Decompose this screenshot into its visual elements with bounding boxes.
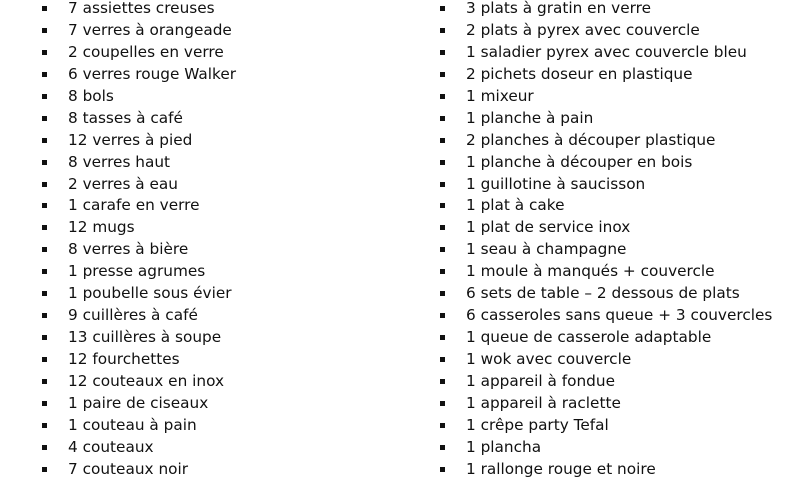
- list-item-label: 3 plats à gratin en verre: [466, 0, 651, 17]
- square-bullet-icon: [440, 203, 445, 208]
- square-bullet-icon: [440, 445, 445, 450]
- list-item: [436, 0, 800, 20]
- list-item-label: 1 plancha: [466, 437, 542, 456]
- square-bullet-icon: [440, 225, 445, 230]
- inventory-list-left: [38, 0, 398, 481]
- square-bullet-icon: [42, 335, 47, 340]
- list-item: [436, 327, 800, 349]
- square-bullet-icon: [440, 291, 445, 296]
- list-item: [436, 349, 800, 371]
- list-item: [38, 327, 398, 349]
- square-bullet-icon: [440, 247, 445, 252]
- list-item: [436, 174, 800, 196]
- square-bullet-icon: [42, 357, 47, 362]
- list-item: [38, 437, 398, 459]
- list-item: [38, 195, 398, 217]
- list-item: [38, 42, 398, 64]
- list-item-label: 1 queue de casserole adaptable: [466, 328, 712, 347]
- list-item-label: 1 appareil à fondue: [466, 371, 615, 390]
- list-item-label: 12 mugs: [68, 218, 135, 237]
- square-bullet-icon: [42, 445, 47, 450]
- list-item: [38, 0, 398, 20]
- square-bullet-icon: [42, 28, 47, 33]
- list-item-label: 1 moule à manqués + couvercle: [466, 262, 715, 281]
- list-item-label: 12 verres à pied: [68, 130, 193, 149]
- square-bullet-icon: [42, 50, 47, 55]
- list-item-label: 1 mixeur: [466, 86, 534, 105]
- square-bullet-icon: [42, 6, 47, 11]
- list-item-label: 13 cuillères à soupe: [68, 328, 222, 347]
- square-bullet-icon: [440, 335, 445, 340]
- list-item-label: 9 cuillères à café: [68, 306, 198, 325]
- list-item: [436, 239, 800, 261]
- square-bullet-icon: [42, 72, 47, 77]
- list-item-label: 1 carafe en verre: [68, 196, 200, 215]
- list-item: [436, 305, 800, 327]
- list-item-label: 1 poubelle sous évier: [68, 284, 232, 303]
- square-bullet-icon: [42, 247, 47, 252]
- square-bullet-icon: [42, 160, 47, 165]
- list-item-label: 2 planches à découper plastique: [466, 130, 716, 149]
- list-item-label: 1 plat à cake: [466, 196, 565, 215]
- list-item-label: 1 appareil à raclette: [466, 393, 621, 412]
- list-item: [38, 371, 398, 393]
- list-item-label: 8 verres haut: [68, 152, 171, 171]
- square-bullet-icon: [42, 182, 47, 187]
- list-item: [436, 393, 800, 415]
- square-bullet-icon: [42, 313, 47, 318]
- square-bullet-icon: [42, 401, 47, 406]
- list-item: [436, 437, 800, 459]
- list-item: [436, 130, 800, 152]
- list-item: [38, 305, 398, 327]
- list-item-label: 2 pichets doseur en plastique: [466, 64, 693, 83]
- list-item-label: 1 saladier pyrex avec couvercle bleu: [466, 42, 747, 61]
- square-bullet-icon: [42, 225, 47, 230]
- list-item: [436, 152, 800, 174]
- list-item: [38, 393, 398, 415]
- list-item-label: 1 seau à champagne: [466, 240, 627, 259]
- list-item-label: 1 presse agrumes: [68, 262, 206, 281]
- list-item-label: 6 sets de table – 2 dessous de plats: [466, 284, 740, 303]
- list-item-label: 1 planche à pain: [466, 108, 594, 127]
- list-item-label: 1 rallonge rouge et noire: [466, 459, 656, 478]
- list-item: [38, 415, 398, 437]
- list-item: [436, 217, 800, 239]
- list-item: [436, 261, 800, 283]
- list-item: [38, 459, 398, 481]
- list-item-label: 7 verres à orangeade: [68, 20, 232, 39]
- list-item: [436, 64, 800, 86]
- list-item: [436, 371, 800, 393]
- square-bullet-icon: [42, 116, 47, 121]
- list-item-label: 12 couteaux en inox: [68, 371, 225, 390]
- square-bullet-icon: [440, 401, 445, 406]
- list-item: [436, 195, 800, 217]
- list-item: [436, 86, 800, 108]
- list-item-label: 12 fourchettes: [68, 350, 180, 368]
- list-item-label: 4 couteaux: [68, 437, 154, 456]
- square-bullet-icon: [42, 291, 47, 296]
- list-item: [436, 283, 800, 305]
- square-bullet-icon: [440, 94, 445, 99]
- list-item: [436, 20, 800, 42]
- square-bullet-icon: [440, 269, 445, 274]
- square-bullet-icon: [440, 379, 445, 384]
- list-item-label: 1 planche à découper en bois: [466, 152, 693, 171]
- list-item: [38, 217, 398, 239]
- list-item: [436, 42, 800, 64]
- square-bullet-icon: [440, 28, 445, 33]
- list-item-label: 2 verres à eau: [68, 174, 178, 193]
- list-item: [38, 239, 398, 261]
- list-item: [436, 415, 800, 437]
- list-item: [38, 86, 398, 108]
- square-bullet-icon: [42, 203, 47, 208]
- square-bullet-icon: [42, 138, 47, 143]
- list-item-label: 8 bols: [68, 86, 114, 105]
- square-bullet-icon: [440, 6, 445, 11]
- square-bullet-icon: [440, 50, 445, 55]
- list-item-label: 6 casseroles sans queue + 3 couvercles: [466, 306, 773, 325]
- square-bullet-icon: [440, 467, 445, 472]
- list-item-label: 6 verres rouge Walker: [68, 64, 237, 83]
- list-item: [38, 283, 398, 305]
- list-item: [38, 130, 398, 152]
- list-item: [436, 108, 800, 130]
- square-bullet-icon: [42, 467, 47, 472]
- square-bullet-icon: [440, 357, 445, 362]
- list-item: [38, 152, 398, 174]
- list-item: [436, 459, 800, 481]
- square-bullet-icon: [440, 116, 445, 121]
- list-item-label: 7 assiettes creuses: [68, 0, 215, 17]
- list-item-label: 1 crêpe party Tefal: [466, 415, 609, 434]
- square-bullet-icon: [440, 313, 445, 318]
- square-bullet-icon: [440, 160, 445, 165]
- list-item: [38, 108, 398, 130]
- square-bullet-icon: [42, 379, 47, 384]
- list-item-label: 2 coupelles en verre: [68, 42, 224, 61]
- list-item-label: 2 plats à pyrex avec couvercle: [466, 20, 700, 39]
- list-item-label: 1 guillotine à saucisson: [466, 174, 646, 193]
- square-bullet-icon: [440, 423, 445, 428]
- square-bullet-icon: [440, 138, 445, 143]
- list-item-label: 8 tasses à café: [68, 108, 183, 127]
- square-bullet-icon: [42, 423, 47, 428]
- list-item: [38, 174, 398, 196]
- list-item-label: 1 plat de service inox: [466, 218, 631, 237]
- inventory-list-right: [436, 0, 800, 481]
- list-item: [38, 349, 398, 371]
- square-bullet-icon: [42, 94, 47, 99]
- list-item: [38, 20, 398, 42]
- list-item-label: 7 couteaux noir: [68, 459, 189, 478]
- square-bullet-icon: [42, 269, 47, 274]
- list-item-label: 1 paire de ciseaux: [68, 393, 209, 412]
- square-bullet-icon: [440, 182, 445, 187]
- list-item: [38, 64, 398, 86]
- list-item: [38, 261, 398, 283]
- list-item-label: 1 couteau à pain: [68, 415, 197, 434]
- square-bullet-icon: [440, 72, 445, 77]
- list-item-label: 8 verres à bière: [68, 240, 189, 259]
- list-item-label: 1 wok avec couvercle: [466, 350, 632, 368]
